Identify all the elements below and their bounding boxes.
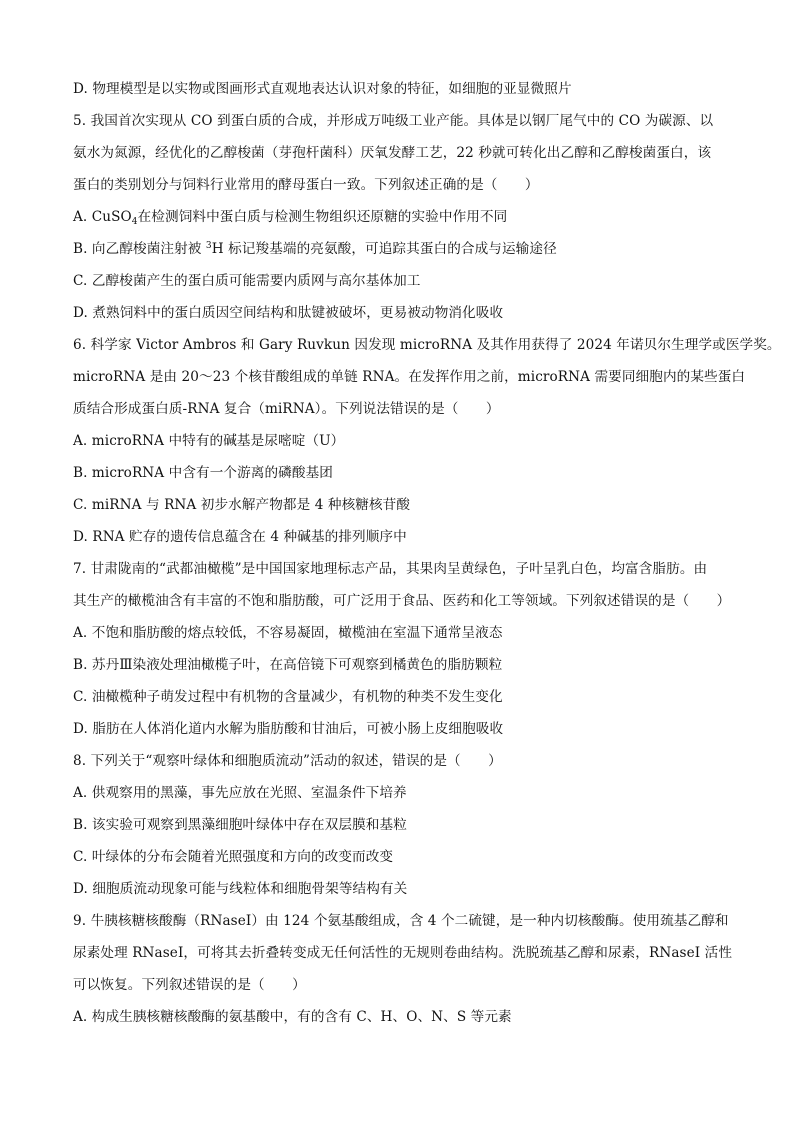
q9-stem-line-1: 9. 牛胰核糖核酸酶（RNaseI）由 124 个氨基酸组成，含 4 个二硫键，是一种内切核酸酶。使用巯基乙醇和	[73, 913, 729, 929]
q9-stem-line-3: 可以恢复。下列叙述错误的是（ ）	[73, 977, 306, 993]
q6-option-b: B. microRNA 中含有一个游离的磷酸基团	[73, 465, 333, 481]
q6-stem-line-2: microRNA 是由 20～23 个核苷酸组成的单链 RNA。在发挥作用之前，microRNA 需要同细胞内的某些蛋白	[73, 369, 746, 385]
q7-option-b: B. 苏丹Ⅲ染液处理油橄榄子叶，在高倍镜下可观察到橘黄色的脂肪颗粒	[73, 657, 503, 673]
q7-option-d: D. 脂肪在人体消化道内水解为脂肪酸和甘油后，可被小肠上皮细胞吸收	[73, 721, 504, 737]
q5-option-d: D. 煮熟饲料中的蛋白质因空间结构和肽键被破坏，更易被动物消化吸收	[73, 305, 504, 321]
q7-option-c: C. 油橄榄种子萌发过程中有机物的含量减少，有机物的种类不发生变化	[73, 689, 503, 705]
q8-stem: 8. 下列关于“观察叶绿体和细胞质流动”活动的叙述，错误的是（ ）	[73, 753, 502, 769]
q8-option-c: C. 叶绿体的分布会随着光照强度和方向的改变而改变	[73, 849, 394, 865]
q9-stem-line-2: 尿素处理 RNaseI，可将其去折叠转变成无任何活性的无规则卷曲结构。洗脱巯基乙醇和尿素，RNaseI 活性	[73, 945, 733, 961]
q4-option-d: D. 物理模型是以实物或图画形式直观地表达认识对象的特征，如细胞的亚显微照片	[73, 81, 572, 97]
q5-option-c: C. 乙醇梭菌产生的蛋白质可能需要内质网与高尔基体加工	[73, 273, 421, 289]
q6-option-d: D. RNA 贮存的遗传信息蕴含在 4 种碱基的排列顺序中	[73, 529, 407, 545]
q5-stem-line-3: 蛋白的类别划分与饲料行业常用的酵母蛋白一致。下列叙述正确的是（ ）	[73, 177, 539, 193]
q8-option-d: D. 细胞质流动现象可能与线粒体和细胞骨架等结构有关	[73, 881, 408, 897]
q5-option-b-post: H 标记羧基端的亮氨酸，可追踪其蛋白的合成与运输途径	[211, 241, 557, 257]
q6-option-c: C. miRNA 与 RNA 初步水解产物都是 4 种核糖核苷酸	[73, 497, 411, 513]
q5-option-b-pre: B. 向乙醇梭菌注射被	[73, 241, 206, 257]
q9-option-a: A. 构成生胰核糖核酸酶的氨基酸中，有的含有 C、H、O、N、S 等元素	[73, 1009, 512, 1025]
q8-option-a: A. 供观察用的黑藻，事先应放在光照、室温条件下培养	[73, 785, 407, 801]
q5-option-a-pre: A. CuSO	[73, 209, 132, 225]
q5-option-a	[73, 207, 507, 227]
q7-option-a: A. 不饱和脂肪酸的熔点较低，不容易凝固，橄榄油在室温下通常呈液态	[73, 625, 503, 641]
q6-stem-line-3: 质结合形成蛋白质-RNA 复合（miRNA）。下列说法错误的是（ ）	[73, 401, 500, 417]
q8-option-b: B. 该实验可观察到黑藻细胞叶绿体中存在双层膜和基粒	[73, 817, 407, 833]
q5-stem-line-1: 5. 我国首次实现从 CO 到蛋白质的合成，并形成万吨级工业产能。具体是以钢厂尾气中的 CO 为碳源、以	[73, 113, 714, 129]
q5-option-b	[73, 239, 557, 259]
q6-stem-line-1: 6. 科学家 Victor Ambros 和 Gary Ruvkun 因发现 microRNA 及其作用获得了 2024 年诺贝尔生理学或医学奖。	[73, 337, 781, 353]
q6-option-a: A. microRNA 中特有的碱基是尿嘧啶（U）	[73, 433, 345, 449]
q5-option-b-sup: 3	[205, 241, 212, 251]
q7-stem-line-2: 其生产的橄榄油含有丰富的不饱和脂肪酸，可广泛用于食品、医药和化工等领域。下列叙述错误的是（ ）	[73, 593, 731, 609]
q7-stem-line-1: 7. 甘肃陇南的“武都油橄榄”是中国国家地理标志产品，其果肉呈黄绿色，子叶呈乳白色，均富含脂肪。由	[73, 561, 708, 577]
q5-stem-line-2: 氨水为氮源，经优化的乙醇梭菌（芽孢杆菌科）厌氧发酵工艺，22 秒就可转化出乙醇和乙醇梭菌蛋白，该	[73, 145, 712, 161]
q5-option-a-post: 在检测饲料中蛋白质与检测生物组织还原糖的实验中作用不同	[137, 209, 508, 225]
q5-option-a-sub: 4	[131, 217, 138, 227]
